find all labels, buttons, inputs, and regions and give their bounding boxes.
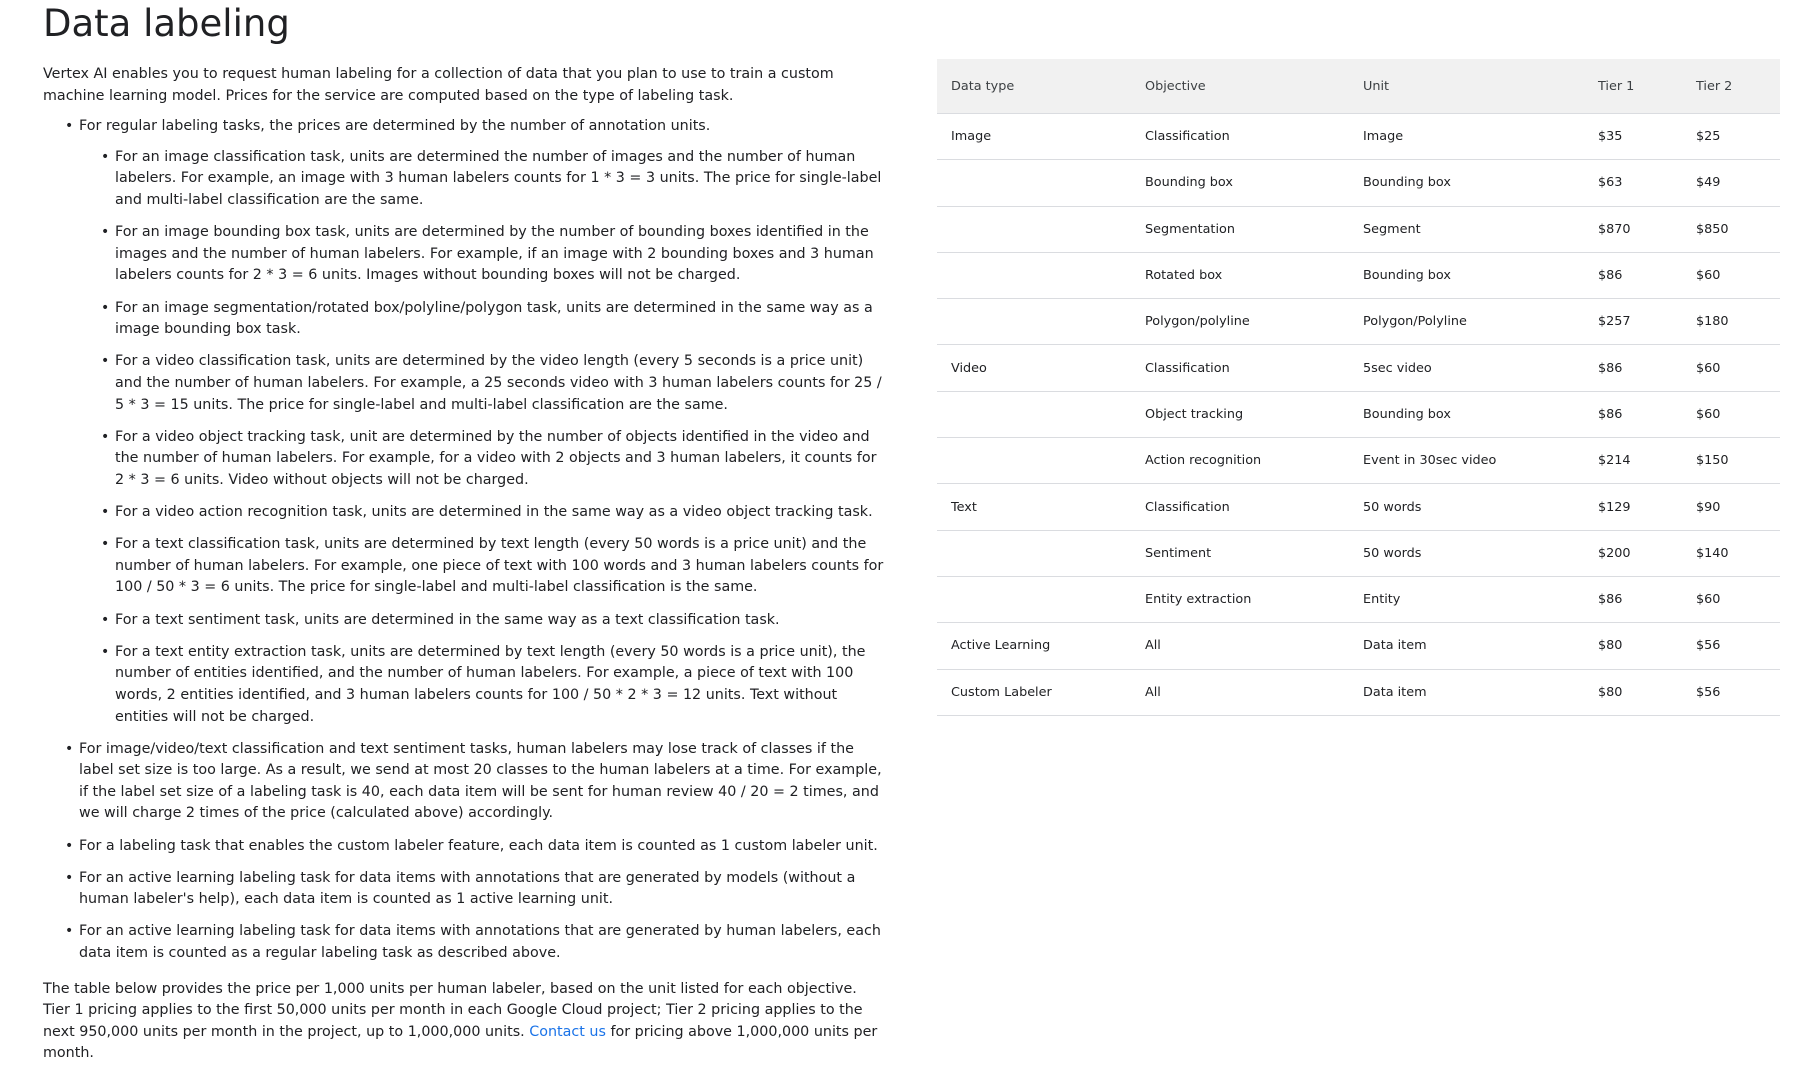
table-body xyxy=(937,114,1780,716)
table-cell: Segmentation xyxy=(1131,206,1349,252)
list-item-text: For an active learning labeling task for data items with annotations that are generated by human labelers, each data item is counted as a regular labeling task as described above. xyxy=(79,923,881,961)
table-cell: All xyxy=(1131,623,1349,669)
table-row xyxy=(937,114,1780,160)
column-header: Tier 1 xyxy=(1584,59,1682,114)
bullet-icon: • xyxy=(101,148,110,165)
bullet-icon: • xyxy=(101,299,110,316)
bullet-icon: • xyxy=(65,869,74,886)
sub-list xyxy=(79,147,886,728)
table-row xyxy=(937,299,1780,345)
table-cell: Data item xyxy=(1349,623,1584,669)
table-cell: $200 xyxy=(1584,530,1682,576)
bullet-icon: • xyxy=(101,353,110,370)
table-cell: Data item xyxy=(1349,669,1584,715)
table-row xyxy=(937,206,1780,252)
contact-us-link[interactable]: Contact us xyxy=(529,1023,606,1040)
table-cell: Text xyxy=(937,484,1131,530)
table-cell: 5sec video xyxy=(1349,345,1584,391)
table-cell: 50 words xyxy=(1349,484,1584,530)
bullet-icon: • xyxy=(65,118,74,135)
table-cell xyxy=(937,299,1131,345)
table-cell: 50 words xyxy=(1349,530,1584,576)
bullet-icon: • xyxy=(101,611,110,628)
table-row xyxy=(937,252,1780,298)
table-row xyxy=(937,391,1780,437)
table-row xyxy=(937,484,1780,530)
table-cell: Video xyxy=(937,345,1131,391)
table-cell: All xyxy=(1131,669,1349,715)
bullet-icon: • xyxy=(65,923,74,940)
table-cell xyxy=(937,391,1131,437)
table-cell: $63 xyxy=(1584,160,1682,206)
list-item xyxy=(65,836,886,858)
table-row xyxy=(937,345,1780,391)
table-cell: Bounding box xyxy=(1349,391,1584,437)
pricing-note-tail: for pricing above 1,000,000 units per month. xyxy=(43,1023,878,1062)
table-cell: $56 xyxy=(1682,669,1780,715)
table-cell: $86 xyxy=(1584,345,1682,391)
list-item-text: For a video classification task, units are determined by the video length (every 5 seconds is a price unit) and the number of human labelers. For example, a 25 seconds video with 3 human labelers counts for 25 / 5 * 3 = 15 units. The price for single-label and multi-label classification are the same. xyxy=(115,353,882,413)
bullet-icon: • xyxy=(101,536,110,553)
bullet-icon: • xyxy=(65,740,74,757)
table-cell: $56 xyxy=(1682,623,1780,669)
table-cell: Segment xyxy=(1349,206,1584,252)
table-cell: $49 xyxy=(1682,160,1780,206)
table-row xyxy=(937,576,1780,622)
table-cell: $257 xyxy=(1584,299,1682,345)
table-cell: Entity extraction xyxy=(1131,576,1349,622)
table-cell: $150 xyxy=(1682,438,1780,484)
list-item xyxy=(101,427,886,492)
bullet-icon: • xyxy=(101,428,110,445)
table-cell: Classification xyxy=(1131,114,1349,160)
bullet-icon: • xyxy=(101,643,110,660)
table-cell xyxy=(937,252,1131,298)
list-item-text: For a text classification task, units are determined by text length (every 50 words is a price unit) and the number of human labelers. For example, one piece of text with 100 words and 3 human labelers counts for 100 / 50 * 3 = 6 units. The price for single-label and multi-label classification is the same. xyxy=(115,536,884,596)
pricing-note-text: The table below provides the price per 1,000 units per human labeler, based on the unit listed for each objective. Tier 1 pricing applies to the first 50,000 units per month in each Google Cloud project; Tier 2 pricing applies to the next 950,000 units per month in the project, up to 1,000,000 units. xyxy=(43,980,863,1040)
table-cell xyxy=(937,438,1131,484)
list-item xyxy=(65,739,886,825)
bullet-icon: • xyxy=(65,837,74,854)
table-cell: $850 xyxy=(1682,206,1780,252)
list-item xyxy=(101,642,886,728)
list-item xyxy=(65,116,886,728)
table-cell xyxy=(937,576,1131,622)
table-cell: Sentiment xyxy=(1131,530,1349,576)
table-cell: Classification xyxy=(1131,484,1349,530)
list-item xyxy=(101,610,886,632)
table-cell: $214 xyxy=(1584,438,1682,484)
intro-paragraph: Vertex AI enables you to request human labeling for a collection of data that you plan to use to train a custom machine learning model. Prices for the service are computed based on the type of labeling task. xyxy=(43,66,834,104)
table-cell: Entity xyxy=(1349,576,1584,622)
list-item-text: For regular labeling tasks, the prices are determined by the number of annotation units. xyxy=(79,118,711,135)
table-cell: Bounding box xyxy=(1349,160,1584,206)
table-cell: $86 xyxy=(1584,252,1682,298)
table-cell: Event in 30sec video xyxy=(1349,438,1584,484)
table-cell: $25 xyxy=(1682,114,1780,160)
table-row xyxy=(937,530,1780,576)
list-item-text: For a text entity extraction task, units are determined by text length (every 50 words is a price unit), the number of entities identified, and the number of human labelers. For example, a piece of text with 100 words, 2 entities identified, and 3 human labelers counts for 100 / 50 * 2 * 3 = 12 units. Text without entities will not be charged. xyxy=(115,643,866,725)
list-item xyxy=(65,868,886,911)
table-cell: Rotated box xyxy=(1131,252,1349,298)
table-cell: $60 xyxy=(1682,345,1780,391)
pricing-note-paragraph xyxy=(43,979,886,1065)
table-cell: $86 xyxy=(1584,391,1682,437)
table-cell: Active Learning xyxy=(937,623,1131,669)
list-item-text: For an image segmentation/rotated box/polyline/polygon task, units are determined in the same way as a image bounding box task. xyxy=(115,299,873,338)
column-header: Tier 2 xyxy=(1682,59,1780,114)
table-cell: $60 xyxy=(1682,391,1780,437)
table-cell: Custom Labeler xyxy=(937,669,1131,715)
table-cell: Polygon/polyline xyxy=(1131,299,1349,345)
table-cell: Polygon/Polyline xyxy=(1349,299,1584,345)
table-cell: $870 xyxy=(1584,206,1682,252)
table-cell: $35 xyxy=(1584,114,1682,160)
table-row xyxy=(937,438,1780,484)
table-cell: Classification xyxy=(1131,345,1349,391)
list-item-text: For an active learning labeling task for data items with annotations that are generated by models (without a human labeler's help), each data item is counted as 1 active learning unit. xyxy=(79,869,856,908)
list-item xyxy=(101,298,886,341)
table-header-row xyxy=(937,59,1780,114)
list-item xyxy=(101,147,886,212)
table-cell: Image xyxy=(937,114,1131,160)
table-cell: $140 xyxy=(1682,530,1780,576)
bullet-icon: • xyxy=(101,504,110,521)
table-row xyxy=(937,669,1780,715)
column-header: Data type xyxy=(937,59,1131,114)
table-cell: $80 xyxy=(1584,669,1682,715)
column-header: Objective xyxy=(1131,59,1349,114)
list-item xyxy=(101,502,886,524)
table-row xyxy=(937,623,1780,669)
table-cell xyxy=(937,530,1131,576)
pricing-table-container xyxy=(937,59,1780,716)
column-header: Unit xyxy=(1349,59,1584,114)
table-cell: $80 xyxy=(1584,623,1682,669)
table-cell: $60 xyxy=(1682,252,1780,298)
pricing-table xyxy=(937,59,1780,716)
table-cell: Image xyxy=(1349,114,1584,160)
list-item xyxy=(101,222,886,287)
article-column xyxy=(43,0,886,1065)
table-cell: $129 xyxy=(1584,484,1682,530)
table-cell: Action recognition xyxy=(1131,438,1349,484)
list-item-text: For a labeling task that enables the custom labeler feature, each data item is counted as 1 custom labeler unit. xyxy=(79,837,878,854)
list-item xyxy=(101,534,886,599)
list-item xyxy=(65,921,886,964)
table-cell: Bounding box xyxy=(1131,160,1349,206)
bullet-icon: • xyxy=(101,224,110,241)
table-cell: $86 xyxy=(1584,576,1682,622)
list-item-text: For a video action recognition task, units are determined in the same way as a video object tracking task. xyxy=(115,504,873,521)
list-item-text: For an image classification task, units are determined the number of images and the number of human labelers. For example, an image with 3 human labelers counts for 1 * 3 = 3 units. The price for single-label and multi-label classification are the same. xyxy=(115,148,882,208)
table-cell: $180 xyxy=(1682,299,1780,345)
list-item xyxy=(101,351,886,416)
table-row xyxy=(937,160,1780,206)
list-item-text: For a text sentiment task, units are determined in the same way as a text classification task. xyxy=(115,611,780,628)
table-cell: $60 xyxy=(1682,576,1780,622)
list-item-text: For an image bounding box task, units are determined by the number of bounding boxes identified in the images and the number of human labelers. For example, if an image with 2 bounding boxes and 3 human labelers counts for 2 * 3 = 6 units. Images without bounding boxes will not be charged. xyxy=(115,224,874,284)
list-item-text: For a video object tracking task, unit are determined by the number of objects identified in the video and the number of human labelers. For example, for a video with 2 objects and 3 human labelers, it counts for 2 * 3 = 6 units. Video without objects will not be charged. xyxy=(115,428,877,488)
table-cell xyxy=(937,206,1131,252)
pricing-rules-list xyxy=(43,116,886,964)
page-title: Data labeling xyxy=(43,2,290,45)
table-cell xyxy=(937,160,1131,206)
table-cell: $90 xyxy=(1682,484,1780,530)
table-cell: Bounding box xyxy=(1349,252,1584,298)
list-item-text: For image/video/text classification and text sentiment tasks, human labelers may lose track of classes if the label set size is too large. As a result, we send at most 20 classes to the human labelers at a time. For example, if the label set size of a labeling task is 40, each data item will be sent for human review 40 / 20 = 2 times, and we will charge 2 times of the price (calculated above) accordingly. xyxy=(79,740,882,822)
table-cell: Object tracking xyxy=(1131,391,1349,437)
